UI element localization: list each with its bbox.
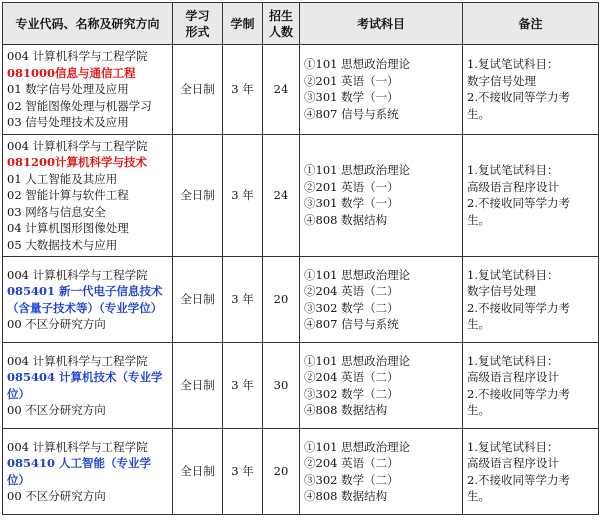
note-line: 1.复试笔试科目： bbox=[467, 163, 559, 178]
major-code-name: 085401 新一代电子信息技术（含量子技术等）（专业学位） bbox=[7, 284, 163, 315]
exam-subject: ③302 数学（二） bbox=[304, 300, 399, 315]
duration-cell: 3 年 bbox=[223, 343, 263, 429]
research-direction: 03 信号处理技术及应用 bbox=[7, 115, 129, 129]
header-exams: 考试科目 bbox=[300, 3, 463, 45]
notes-cell bbox=[463, 429, 599, 515]
exam-subjects-cell bbox=[300, 257, 463, 343]
table-row bbox=[3, 343, 599, 429]
major-code-name: 081000信息与通信工程 bbox=[7, 65, 136, 80]
note-line: 数字信号处理 bbox=[467, 73, 536, 88]
note-line: 生。 bbox=[467, 106, 490, 121]
research-direction: 04 计算机图形图像处理 bbox=[7, 221, 129, 235]
major-cell bbox=[3, 343, 173, 429]
exam-subject: ③301 数学（一） bbox=[304, 90, 399, 105]
notes-cell bbox=[463, 134, 599, 257]
note-line: 高级语言程序设计 bbox=[467, 456, 559, 470]
study-mode-cell: 全日制 bbox=[173, 343, 223, 429]
exam-subjects-cell bbox=[300, 429, 463, 515]
exam-subject: ③301 数学（一） bbox=[304, 196, 399, 211]
major-cell bbox=[3, 429, 173, 515]
research-direction: 01 人工智能及其应用 bbox=[7, 171, 118, 186]
exam-subject: ①101 思想政治理论 bbox=[304, 439, 411, 454]
major-cell bbox=[3, 257, 173, 343]
notes-cell bbox=[463, 45, 599, 135]
study-mode-cell: 全日制 bbox=[173, 45, 223, 135]
note-line: 1.复试笔试科目： bbox=[467, 353, 559, 368]
note-line: 高级语言程序设计 bbox=[467, 179, 559, 194]
research-direction: 00 不区分研究方向 bbox=[7, 317, 106, 331]
table-row bbox=[3, 134, 599, 257]
exam-subject: ②201 英语（一） bbox=[304, 73, 399, 88]
exam-subjects-cell bbox=[300, 134, 463, 257]
research-direction: 05 大数据技术与应用 bbox=[7, 237, 118, 252]
quota-cell: 20 bbox=[263, 257, 300, 343]
major-code-name: 085404 计算机技术（专业学位） bbox=[7, 370, 163, 401]
school-name: 004 计算机科学与工程学院 bbox=[7, 439, 148, 454]
quota-cell: 30 bbox=[263, 343, 300, 429]
exam-subject: ①101 思想政治理论 bbox=[304, 57, 411, 72]
exam-subject: ④807 信号与系统 bbox=[304, 317, 399, 331]
table-row bbox=[3, 429, 599, 515]
header-row bbox=[3, 3, 599, 45]
study-mode-cell: 全日制 bbox=[173, 257, 223, 343]
admissions-table bbox=[2, 2, 599, 515]
research-direction: 03 网络与信息安全 bbox=[7, 204, 106, 219]
duration-cell: 3 年 bbox=[223, 134, 263, 257]
major-cell bbox=[3, 45, 173, 135]
research-direction: 00 不区分研究方向 bbox=[7, 403, 106, 417]
exam-subject: ②204 英语（二） bbox=[304, 284, 399, 298]
quota-cell: 24 bbox=[263, 45, 300, 135]
exam-subject: ③302 数学（二） bbox=[304, 472, 399, 487]
note-line: 2.不接收同等学力考 bbox=[467, 386, 570, 401]
quota-cell: 24 bbox=[263, 134, 300, 257]
quota-cell: 20 bbox=[263, 429, 300, 515]
exam-subject: ①101 思想政治理论 bbox=[304, 267, 411, 282]
header-duration: 学制 bbox=[223, 3, 263, 45]
major-code-name: 085410 人工智能（专业学位） bbox=[7, 456, 152, 487]
research-direction: 00 不区分研究方向 bbox=[7, 489, 106, 503]
header-quota: 招生 人数 bbox=[263, 3, 300, 45]
research-direction: 02 智能图像处理与机器学习 bbox=[7, 98, 152, 113]
note-line: 生。 bbox=[467, 317, 490, 331]
note-line: 生。 bbox=[467, 489, 490, 503]
exam-subject: ④807 信号与系统 bbox=[304, 106, 399, 121]
header-major: 专业代码、名称及研究方向 bbox=[3, 3, 173, 45]
note-line: 2.不接收同等学力考 bbox=[467, 472, 570, 487]
note-line: 生。 bbox=[467, 212, 490, 227]
school-name: 004 计算机科学与工程学院 bbox=[7, 353, 148, 368]
major-code-name: 081200计算机科学与技术 bbox=[7, 155, 148, 169]
exam-subject: ③302 数学（二） bbox=[304, 386, 399, 401]
study-mode-cell: 全日制 bbox=[173, 429, 223, 515]
note-line: 1.复试笔试科目： bbox=[467, 267, 559, 282]
note-line: 2.不接收同等学力考 bbox=[467, 300, 570, 315]
research-direction: 02 智能计算与软件工程 bbox=[7, 188, 129, 202]
major-cell bbox=[3, 134, 173, 257]
school-name: 004 计算机科学与工程学院 bbox=[7, 49, 148, 63]
exam-subject: ④808 数据结构 bbox=[304, 212, 388, 227]
note-line: 2.不接收同等学力考 bbox=[467, 90, 570, 105]
table-row bbox=[3, 45, 599, 135]
exam-subject: ②201 英语（一） bbox=[304, 179, 399, 194]
note-line: 数字信号处理 bbox=[467, 284, 536, 298]
school-name: 004 计算机科学与工程学院 bbox=[7, 138, 148, 153]
exam-subject: ④808 数据结构 bbox=[304, 403, 388, 417]
exam-subject: ①101 思想政治理论 bbox=[304, 163, 411, 178]
header-mode: 学习 形式 bbox=[173, 3, 223, 45]
duration-cell: 3 年 bbox=[223, 45, 263, 135]
study-mode-cell: 全日制 bbox=[173, 134, 223, 257]
duration-cell: 3 年 bbox=[223, 429, 263, 515]
note-line: 生。 bbox=[467, 403, 490, 417]
school-name: 004 计算机科学与工程学院 bbox=[7, 267, 148, 282]
table-row bbox=[3, 257, 599, 343]
duration-cell: 3 年 bbox=[223, 257, 263, 343]
note-line: 1.复试笔试科目： bbox=[467, 57, 559, 72]
exam-subjects-cell bbox=[300, 45, 463, 135]
note-line: 高级语言程序设计 bbox=[467, 370, 559, 384]
note-line: 2.不接收同等学力考 bbox=[467, 196, 570, 211]
notes-cell bbox=[463, 343, 599, 429]
exam-subject: ①101 思想政治理论 bbox=[304, 353, 411, 368]
exam-subject: ②204 英语（二） bbox=[304, 370, 399, 384]
note-line: 1.复试笔试科目： bbox=[467, 439, 559, 454]
exam-subjects-cell bbox=[300, 343, 463, 429]
header-notes: 备注 bbox=[463, 3, 599, 45]
exam-subject: ②204 英语（二） bbox=[304, 456, 399, 470]
exam-subject: ④808 数据结构 bbox=[304, 489, 388, 503]
notes-cell bbox=[463, 257, 599, 343]
research-direction: 01 数字信号处理及应用 bbox=[7, 82, 129, 96]
